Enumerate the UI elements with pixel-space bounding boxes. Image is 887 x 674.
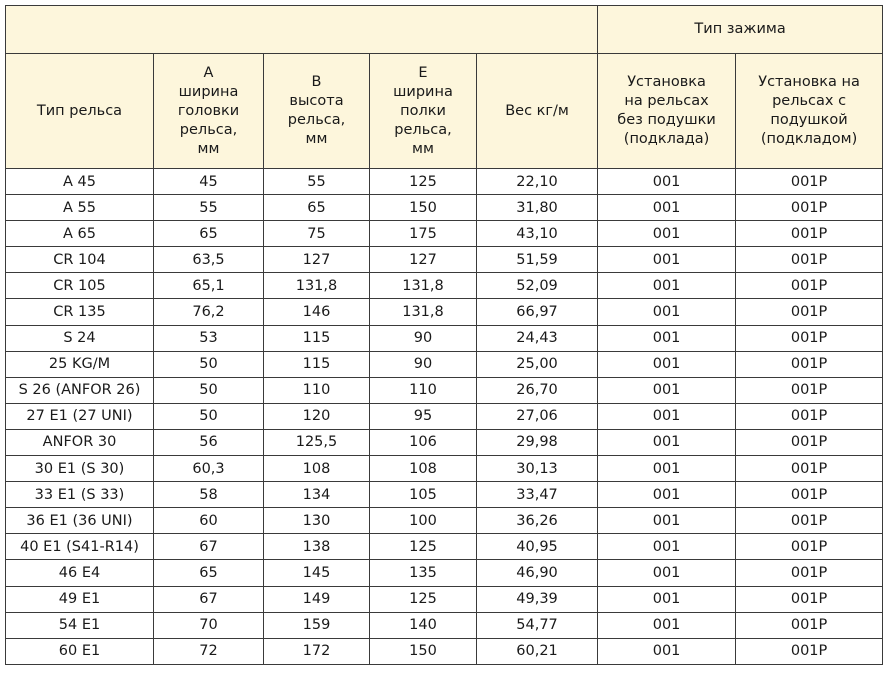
e-cell: 125	[370, 534, 477, 560]
rail-type-cell: 33 E1 (S 33)	[6, 482, 154, 508]
a-cell: 58	[154, 482, 264, 508]
col-header-b	[264, 54, 370, 169]
header-group-row	[6, 6, 883, 54]
rail-type-cell: A 45	[6, 169, 154, 195]
a-cell: 72	[154, 638, 264, 664]
a-cell: 50	[154, 351, 264, 377]
no-pad-cell: 001	[598, 273, 736, 299]
no-pad-cell: 001	[598, 195, 736, 221]
a-cell: 60,3	[154, 456, 264, 482]
rail-type-cell: 46 E4	[6, 560, 154, 586]
table-row	[6, 351, 883, 377]
a-cell: 50	[154, 377, 264, 403]
a-cell: 45	[154, 169, 264, 195]
weight-cell: 24,43	[477, 325, 598, 351]
col-header-label: E ширина полки рельса, мм	[393, 64, 453, 157]
b-cell: 127	[264, 247, 370, 273]
rail-type-cell: A 65	[6, 221, 154, 247]
e-cell: 90	[370, 351, 477, 377]
table-row	[6, 586, 883, 612]
weight-cell: 26,70	[477, 377, 598, 403]
e-cell: 131,8	[370, 273, 477, 299]
clamp-type-group-header: Тип зажима	[598, 6, 883, 54]
no-pad-cell: 001	[598, 638, 736, 664]
weight-cell: 27,06	[477, 403, 598, 429]
e-cell: 106	[370, 429, 477, 455]
b-cell: 130	[264, 508, 370, 534]
a-cell: 67	[154, 586, 264, 612]
col-header-rail-type	[6, 54, 154, 169]
rail-type-cell: ANFOR 30	[6, 429, 154, 455]
table-row	[6, 456, 883, 482]
rail-type-cell: CR 135	[6, 299, 154, 325]
weight-cell: 31,80	[477, 195, 598, 221]
no-pad-cell: 001	[598, 586, 736, 612]
b-cell: 75	[264, 221, 370, 247]
no-pad-cell: 001	[598, 508, 736, 534]
rail-type-cell: S 24	[6, 325, 154, 351]
table-row	[6, 273, 883, 299]
with-pad-cell: 001P	[736, 482, 883, 508]
rail-type-cell: CR 105	[6, 273, 154, 299]
rail-type-cell: 36 E1 (36 UNI)	[6, 508, 154, 534]
with-pad-cell: 001P	[736, 377, 883, 403]
a-cell: 65	[154, 221, 264, 247]
a-cell: 50	[154, 403, 264, 429]
table-row	[6, 299, 883, 325]
no-pad-cell: 001	[598, 429, 736, 455]
e-cell: 131,8	[370, 299, 477, 325]
b-cell: 159	[264, 612, 370, 638]
b-cell: 125,5	[264, 429, 370, 455]
b-cell: 55	[264, 169, 370, 195]
weight-cell: 30,13	[477, 456, 598, 482]
e-cell: 110	[370, 377, 477, 403]
header-empty-cell	[6, 6, 598, 54]
table-row	[6, 534, 883, 560]
table-row	[6, 195, 883, 221]
b-cell: 115	[264, 351, 370, 377]
table-row	[6, 221, 883, 247]
e-cell: 108	[370, 456, 477, 482]
weight-cell: 22,10	[477, 169, 598, 195]
no-pad-cell: 001	[598, 169, 736, 195]
a-cell: 70	[154, 612, 264, 638]
col-header-weight	[477, 54, 598, 169]
weight-cell: 49,39	[477, 586, 598, 612]
weight-cell: 66,97	[477, 299, 598, 325]
col-header-label: Установка на рельсах с подушкой (подкладом)	[758, 74, 860, 147]
col-header-label: Тип рельса	[36, 102, 123, 119]
with-pad-cell: 001P	[736, 325, 883, 351]
table-row	[6, 429, 883, 455]
with-pad-cell: 001P	[736, 247, 883, 273]
weight-cell: 43,10	[477, 221, 598, 247]
table-row	[6, 169, 883, 195]
b-cell: 172	[264, 638, 370, 664]
rail-type-cell: 40 E1 (S41-R14)	[6, 534, 154, 560]
rail-type-cell: S 26 (ANFOR 26)	[6, 377, 154, 403]
e-cell: 90	[370, 325, 477, 351]
a-cell: 65	[154, 560, 264, 586]
b-cell: 134	[264, 482, 370, 508]
rail-type-cell: 54 E1	[6, 612, 154, 638]
a-cell: 53	[154, 325, 264, 351]
col-header-a	[154, 54, 264, 169]
table-row	[6, 377, 883, 403]
no-pad-cell: 001	[598, 534, 736, 560]
a-cell: 76,2	[154, 299, 264, 325]
no-pad-cell: 001	[598, 325, 736, 351]
rail-type-cell: CR 104	[6, 247, 154, 273]
no-pad-cell: 001	[598, 560, 736, 586]
header-columns-row	[6, 54, 883, 169]
weight-cell: 46,90	[477, 560, 598, 586]
table-row	[6, 403, 883, 429]
rail-type-cell: 27 E1 (27 UNI)	[6, 403, 154, 429]
no-pad-cell: 001	[598, 221, 736, 247]
e-cell: 100	[370, 508, 477, 534]
b-cell: 120	[264, 403, 370, 429]
table-row	[6, 612, 883, 638]
b-cell: 115	[264, 325, 370, 351]
weight-cell: 54,77	[477, 612, 598, 638]
col-header-label: A ширина головки рельса, мм	[177, 64, 240, 157]
weight-cell: 40,95	[477, 534, 598, 560]
weight-cell: 29,98	[477, 429, 598, 455]
no-pad-cell: 001	[598, 482, 736, 508]
rail-type-cell: 60 E1	[6, 638, 154, 664]
weight-cell: 52,09	[477, 273, 598, 299]
with-pad-cell: 001P	[736, 508, 883, 534]
with-pad-cell: 001P	[736, 195, 883, 221]
e-cell: 127	[370, 247, 477, 273]
with-pad-cell: 001P	[736, 351, 883, 377]
col-header-label: Установка на рельсах без подушки (подклада)	[617, 74, 716, 147]
e-cell: 150	[370, 638, 477, 664]
with-pad-cell: 001P	[736, 586, 883, 612]
with-pad-cell: 001P	[736, 221, 883, 247]
e-cell: 135	[370, 560, 477, 586]
weight-cell: 36,26	[477, 508, 598, 534]
b-cell: 145	[264, 560, 370, 586]
col-header-label: Вес кг/м	[505, 102, 569, 119]
a-cell: 65,1	[154, 273, 264, 299]
col-header-e	[370, 54, 477, 169]
e-cell: 95	[370, 403, 477, 429]
no-pad-cell: 001	[598, 299, 736, 325]
weight-cell: 25,00	[477, 351, 598, 377]
col-header-no-pad	[598, 54, 736, 169]
e-cell: 125	[370, 169, 477, 195]
e-cell: 105	[370, 482, 477, 508]
weight-cell: 51,59	[477, 247, 598, 273]
with-pad-cell: 001P	[736, 273, 883, 299]
table-row	[6, 508, 883, 534]
b-cell: 110	[264, 377, 370, 403]
b-cell: 146	[264, 299, 370, 325]
with-pad-cell: 001P	[736, 534, 883, 560]
with-pad-cell: 001P	[736, 612, 883, 638]
weight-cell: 33,47	[477, 482, 598, 508]
a-cell: 63,5	[154, 247, 264, 273]
no-pad-cell: 001	[598, 247, 736, 273]
a-cell: 56	[154, 429, 264, 455]
table-row	[6, 325, 883, 351]
with-pad-cell: 001P	[736, 638, 883, 664]
b-cell: 65	[264, 195, 370, 221]
no-pad-cell: 001	[598, 351, 736, 377]
with-pad-cell: 001P	[736, 169, 883, 195]
b-cell: 131,8	[264, 273, 370, 299]
rail-type-cell: 30 E1 (S 30)	[6, 456, 154, 482]
col-header-with-pad	[736, 54, 883, 169]
no-pad-cell: 001	[598, 612, 736, 638]
with-pad-cell: 001P	[736, 456, 883, 482]
e-cell: 140	[370, 612, 477, 638]
a-cell: 60	[154, 508, 264, 534]
rail-type-cell: A 55	[6, 195, 154, 221]
table-row	[6, 560, 883, 586]
table-row	[6, 638, 883, 664]
b-cell: 149	[264, 586, 370, 612]
weight-cell: 60,21	[477, 638, 598, 664]
table-row	[6, 482, 883, 508]
no-pad-cell: 001	[598, 403, 736, 429]
with-pad-cell: 001P	[736, 429, 883, 455]
col-header-label: B высота рельса, мм	[287, 74, 346, 147]
rail-type-cell: 25 KG/M	[6, 351, 154, 377]
b-cell: 138	[264, 534, 370, 560]
table-row	[6, 247, 883, 273]
with-pad-cell: 001P	[736, 403, 883, 429]
b-cell: 108	[264, 456, 370, 482]
e-cell: 150	[370, 195, 477, 221]
rail-type-cell: 49 E1	[6, 586, 154, 612]
no-pad-cell: 001	[598, 377, 736, 403]
a-cell: 55	[154, 195, 264, 221]
with-pad-cell: 001P	[736, 299, 883, 325]
a-cell: 67	[154, 534, 264, 560]
no-pad-cell: 001	[598, 456, 736, 482]
table-body	[6, 169, 883, 665]
rail-clamp-table	[5, 5, 883, 665]
e-cell: 125	[370, 586, 477, 612]
e-cell: 175	[370, 221, 477, 247]
with-pad-cell: 001P	[736, 560, 883, 586]
